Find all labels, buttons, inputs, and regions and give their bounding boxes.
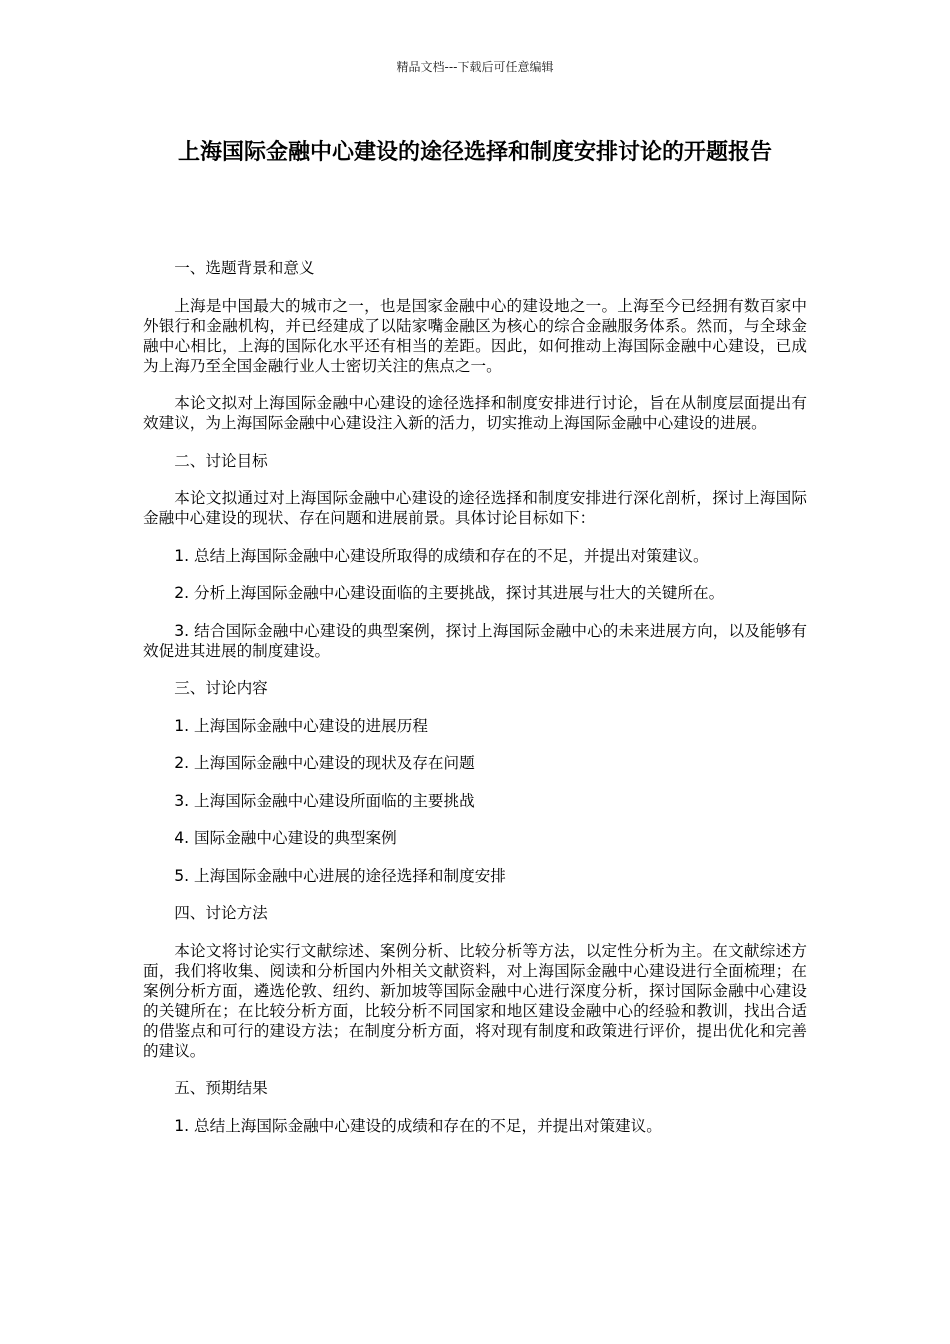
paragraph-methods: 本论文将讨论实行文献综述、案例分析、比较分析等方法，以定性分析为主。在文献综述方面，我们将收集、阅读和分析国内外相关文献资料，对上海国际金融中心建设进行全面梳理；在案例分析方面，遴选伦敦、纽约、新加坡等国际金融中心进行深度分析，探讨国际金融中心建设的关键所在；在比较分析方面，比较分析不同国家和地区建设金融中心的经验和教训，找出合适的借鉴点和可行的建设方法；在制度分析方面，将对现有制度和政策进行评价，提出优化和完善的建议。 bbox=[143, 941, 807, 1060]
paragraph-background: 上海是中国最大的城市之一，也是国家金融中心的建设地之一。上海至今已经拥有数百家中外银行和金融机构，并已经建成了以陆家嘴金融区为核心的综合金融服务体系。然而，与全球金融中心相比，上海的国际化水平还有相当的差距。因此，如何推动上海国际金融中心建设，已成为上海乃至全国金融行业人士密切关注的焦点之一。 bbox=[143, 296, 807, 375]
page-header: 精品文档---下载后可任意编辑 bbox=[396, 60, 554, 74]
section-heading-methods: 四、讨论方法 bbox=[174, 904, 268, 922]
section-heading-goals: 二、讨论目标 bbox=[174, 451, 268, 470]
document-title: 上海国际金融中心建设的途径选择和制度安排讨论的开题报告 bbox=[177, 140, 772, 165]
goal-item: 3. 结合国际金融中心建设的典型案例，探讨上海国际金融中心的未来进展方向，以及能够有效促进其进展的制度建设。 bbox=[143, 621, 807, 660]
goal-item: 2. 分析上海国际金融中心建设面临的主要挑战，探讨其进展与壮大的关键所在。 bbox=[174, 584, 725, 602]
content-item: 3. 上海国际金融中心建设所面临的主要挑战 bbox=[174, 791, 475, 810]
section-heading-results: 五、预期结果 bbox=[174, 1079, 268, 1097]
paragraph-purpose: 本论文拟对上海国际金融中心建设的途径选择和制度安排进行讨论，旨在从制度层面提出有效建议，为上海国际金融中心建设注入新的活力，切实推动上海国际金融中心建设的进展。 bbox=[143, 394, 807, 432]
content-item: 4. 国际金融中心建设的典型案例 bbox=[174, 829, 397, 847]
section-heading-content: 三、讨论内容 bbox=[174, 679, 268, 697]
result-item: 1. 总结上海国际金融中心建设的成绩和存在的不足，并提出对策建议。 bbox=[174, 1116, 662, 1135]
paragraph-goals-intro: 本论文拟通过对上海国际金融中心建设的途径选择和制度安排进行深化剖析，探讨上海国际金融中心建设的现状、存在问题和进展前景。具体讨论目标如下： bbox=[143, 489, 807, 527]
content-item: 2. 上海国际金融中心建设的现状及存在问题 bbox=[174, 754, 475, 772]
goal-item: 1. 总结上海国际金融中心建设所取得的成绩和存在的不足，并提出对策建议。 bbox=[174, 546, 709, 565]
content-item: 1. 上海国际金融中心建设的进展历程 bbox=[174, 716, 428, 735]
content-item: 5. 上海国际金融中心进展的途径选择和制度安排 bbox=[174, 866, 506, 885]
section-heading-background: 一、选题背景和意义 bbox=[174, 259, 315, 277]
document-body bbox=[143, 258, 807, 1153]
